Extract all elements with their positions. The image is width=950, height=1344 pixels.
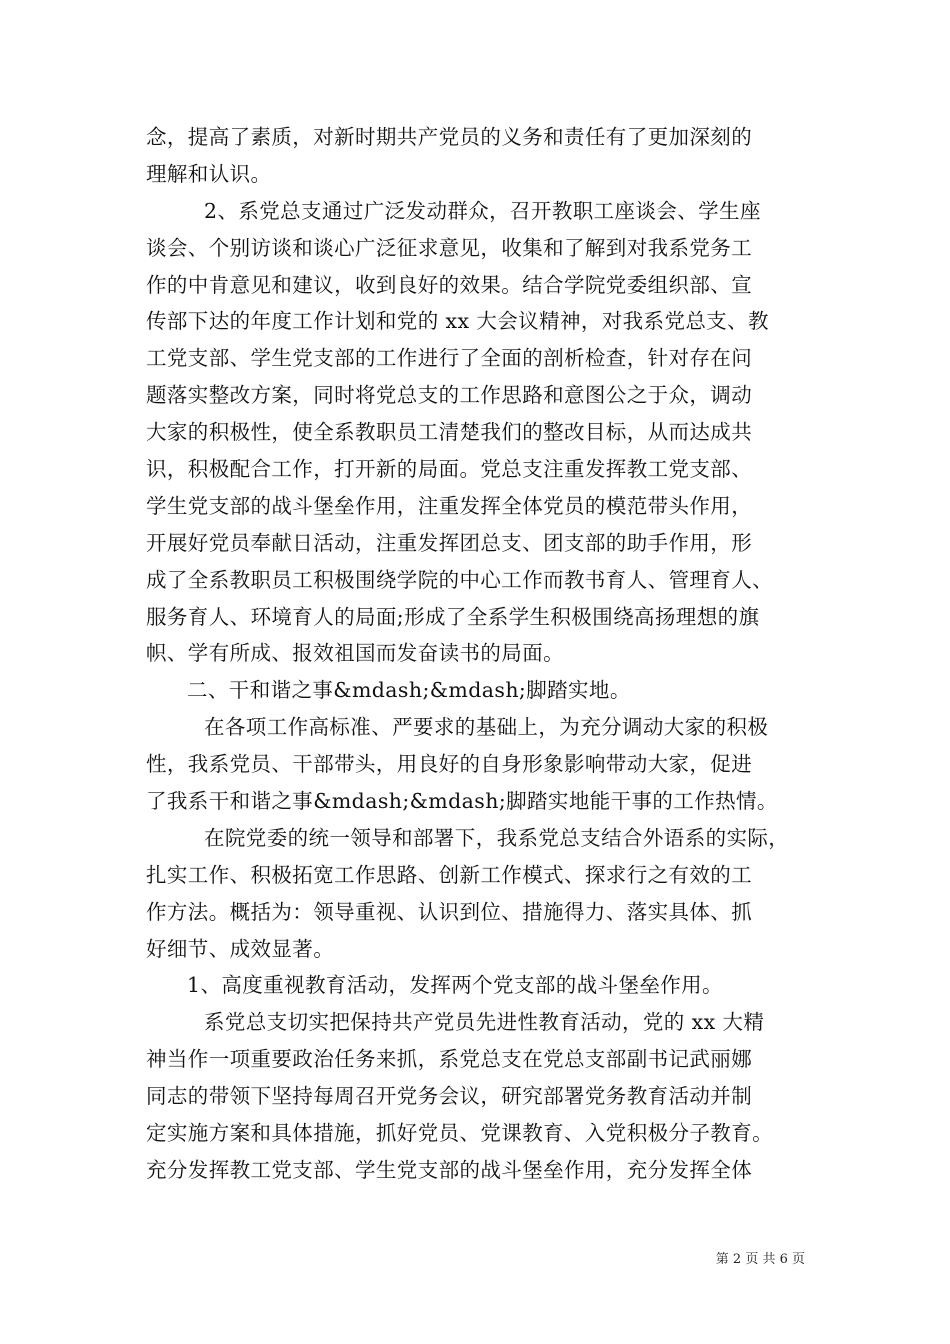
text-line: 定实施方案和具体措施，抓好党员、党课教育、入党积极分子教育。 (146, 1121, 773, 1146)
paragraph-start-line: 2、系党总支通过广泛发动群众，召开教职工座谈会、学生座 (204, 198, 761, 223)
text-line: 理解和认识。 (146, 161, 272, 186)
body-text (146, 119, 810, 1189)
text-line: 传部下达的年度工作计划和党的 xx 大会议精神，对我系党总支、教 (146, 309, 769, 334)
text-line: 学生党支部的战斗堡垒作用，注重发挥全体党员的模范带头作用， (146, 493, 753, 518)
text-line: 念，提高了素质，对新时期共产党员的义务和责任有了更加深刻的 (146, 125, 753, 149)
text-line: 了我系干和谐之事&mdash;&mdash;脚踏实地能干事的工作热情。 (146, 789, 778, 814)
text-line: 同志的带领下坚持每周召开党务会议，研究部署党务教育活动并制 (146, 1084, 753, 1109)
text-line: 服务育人、环境育人的局面;形成了全系学生积极围绕高扬理想的旗 (146, 604, 760, 629)
text-line: 好细节、成效显著。 (146, 936, 335, 961)
text-line: 识，积极配合工作，打开新的局面。党总支注重发挥教工党支部、 (146, 457, 753, 482)
text-line: 作的中肯意见和建议，收到良好的效果。结合学院党委组织部、宣 (146, 272, 753, 297)
paragraph-start-line: 在院党委的统一领导和部署下，我系党总支结合外语系的实际， (204, 825, 790, 850)
section-heading: 二、干和谐之事&mdash;&mdash;脚踏实地。 (187, 678, 631, 703)
text-line: 作方法。概括为：领导重视、认识到位、措施得力、落实具体、抓 (146, 899, 753, 924)
text-line: 帜、学有所成、报效祖国而发奋读书的局面。 (146, 641, 564, 666)
text-line: 题落实整改方案，同时将党总支的工作思路和意图公之于众，调动 (146, 383, 753, 408)
text-line: 充分发挥教工党支部、学生党支部的战斗堡垒作用，充分发挥全体 (146, 1157, 753, 1182)
text-line: 工党支部、学生党支部的工作进行了全面的剖析检查，针对存在问 (146, 346, 753, 371)
text-line: 开展好党员奉献日活动，注重发挥团总支、团支部的助手作用，形 (146, 530, 753, 555)
subsection-heading: 1、高度重视教育活动，发挥两个党支部的战斗堡垒作用。 (187, 973, 723, 998)
text-line: 成了全系教职员工积极围绕学院的中心工作而教书育人、管理育人、 (146, 567, 773, 592)
text-line: 神当作一项重要政治任务来抓，系党总支在党总支部副书记武丽娜 (146, 1047, 753, 1072)
text-line: 谈会、个别访谈和谈心广泛征求意见，收集和了解到对我系党务工 (146, 235, 753, 260)
text-line: 大家的积极性，使全系教职员工清楚我们的整改目标，从而达成共 (146, 420, 753, 445)
page-number-footer: 第 2 页 共 6 页 (715, 1252, 805, 1267)
paragraph-start-line: 在各项工作高标准、严要求的基础上，为充分调动大家的积极 (204, 715, 769, 740)
paragraph-start-line: 系党总支切实把保持共产党员先进性教育活动，党的 xx 大精 (204, 1010, 765, 1035)
text-line: 性，我系党员、干部带头，用良好的自身形象影响带动大家，促进 (146, 752, 753, 777)
text-line: 扎实工作、积极拓宽工作思路、创新工作模式、探求行之有效的工 (146, 862, 753, 887)
